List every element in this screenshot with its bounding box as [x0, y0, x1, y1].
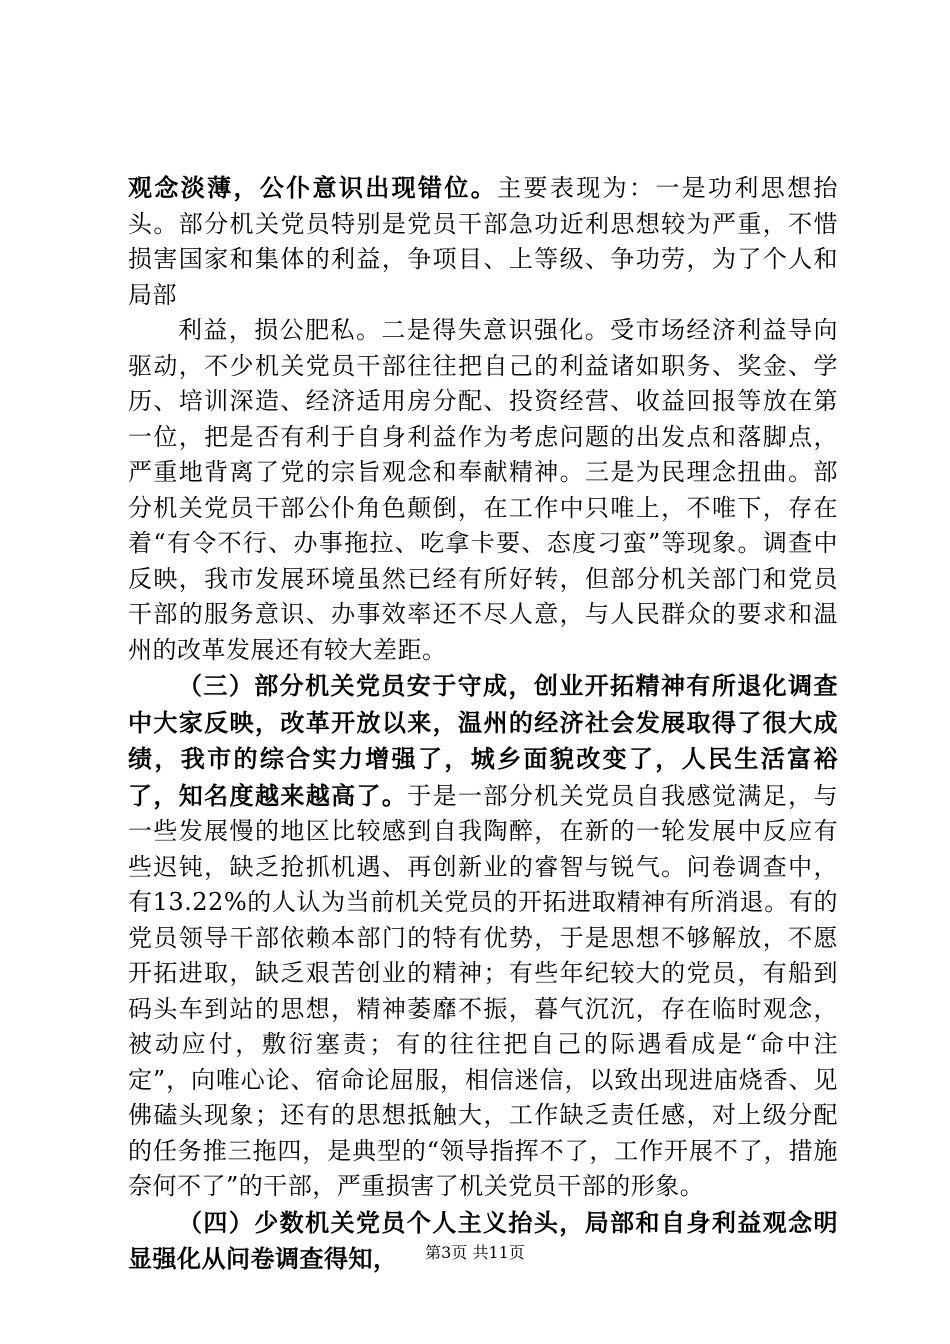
paragraph-2 [128, 313, 838, 668]
paragraph-3 [128, 668, 838, 1205]
section-4-heading: （四）少数机关党员个人主义抬头，局部和自身利益观念明显强化从问卷调查得知， [128, 1207, 838, 1273]
paragraph-2-text: 利益，损公肥私。二是得失意识强化。受市场经济利益导向驱动，不少机关党员干部往往把自己的利益诸如职务、奖金、学历、培训深造、经济适用房分配、投资经营、收益回报等放在第一位，把是否有利于自身利益作为考虑问题的出发点和落脚点，严重地背离了党的宗旨观念和奉献精神。三是为民理念扭曲。部分机关党员干部公仆角色颠倒，在工作中只唯上，不唯下，存在着“有令不行、办事拖拉、吃拿卡要、态度刁蛮”等现象。调查中反映，我市发展环境虽然已经有所好转，但部分机关部门和党员干部的服务意识、办事效率还不尽人意，与人民群众的要求和温州的改革发展还有较大差距。 [128, 316, 838, 664]
page-footer: 第3页 共11页 [425, 1243, 525, 1262]
paragraph-1-heading: 观念淡薄，公仆意识出现错位。 [128, 173, 498, 202]
section-3-heading: （三）部分机关党员安于守成，创业开拓精神有所退化调查中大家反映，改革开放以来，温州的经济社会发展取得了很大成绩，我市的综合实力增强了，城乡面貌改变了，人民生活富裕了，知名度越来越高了。 [128, 671, 838, 810]
paragraph-4 [128, 1205, 838, 1278]
paragraph-1-text: 主要表现为：一是功利思想抬头。部分机关党员特别是党员干部急功近利思想较为严重，不惜损害国家和集体的利益，争项目、上等级、争功劳，为了个人和局部 [128, 174, 839, 309]
document-body [128, 170, 838, 1278]
paragraph-3-text: 于是一部分机关党员自我感觉满足，与一些发展慢的地区比较感到自我陶醉，在新的一轮发展中反应有些迟钝，缺乏抢抓机遇、再创新业的睿智与锐气。问卷调查中，有13.22%的人认为当前机关党员的开拓进取精神有所消退。有的党员领导干部依赖本部门的特有优势，于是思想不够解放，不愿开拓进取，缺乏艰苦创业的精神；有些年纪较大的党员，有船到码头车到站的思想，精神萎靡不振，暮气沉沉，存在临时观念，被动应付，敷衍塞责；有的往往把自己的际遇看成是“命中注定”，向唯心论、宿命论屈服，相信迷信，以致出现进庙烧香、见佛磕头现象；还有的思想抵触大，工作缺乏责任感，对上级分配的任务推三拖四，是典型的“领导指挥不了，工作开展不了，措施奈何不了”的干部，严重损害了机关党员干部的形象。 [128, 781, 839, 1200]
paragraph-1 [128, 170, 838, 313]
